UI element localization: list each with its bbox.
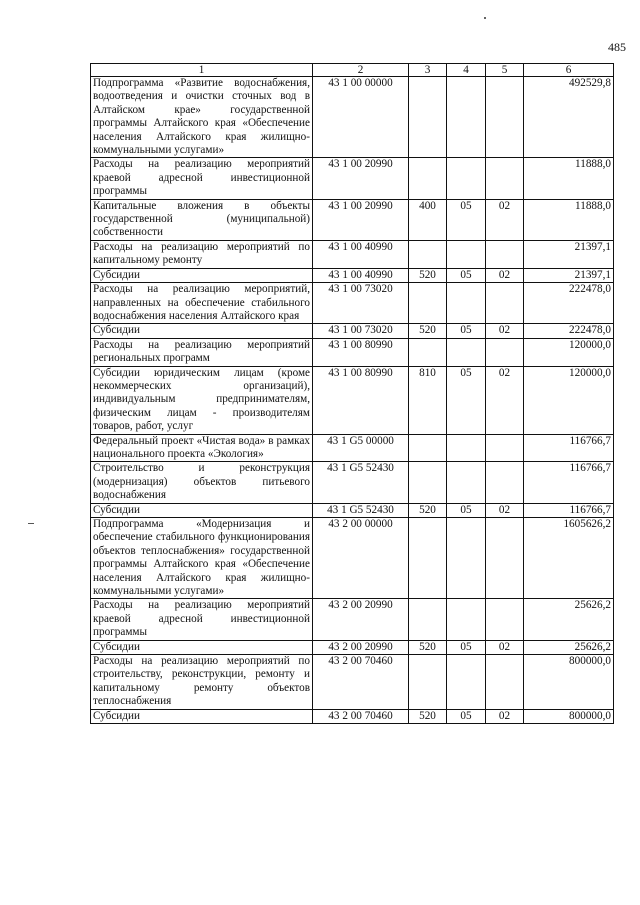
table-row (91, 324, 614, 338)
table-row (91, 599, 614, 640)
table-row (91, 199, 614, 240)
header-row (91, 64, 614, 77)
row-sum-cell: 116766,7 (524, 462, 614, 503)
row-pr-cell (486, 518, 524, 599)
row-name-cell: Расходы на реализацию мероприятий, направленных на обеспечение стабильного водоснабжения населения Алтайского края (91, 283, 313, 324)
row-rz-cell (447, 283, 486, 324)
row-name-cell: Субсидии юридическим лицам (кроме некоммерческих организаций), индивидуальным предпринимателям, физическим лицам - производителям товаров, работ, услуг (91, 366, 313, 434)
row-name-cell: Субсидии (91, 503, 313, 517)
table-row (91, 434, 614, 462)
row-vr-cell: 520 (409, 503, 447, 517)
row-code-cell: 43 1 00 00000 (313, 77, 409, 158)
table-row (91, 283, 614, 324)
budget-table (90, 63, 614, 724)
row-sum-cell: 222478,0 (524, 324, 614, 338)
table-row (91, 240, 614, 268)
row-sum-cell: 25626,2 (524, 599, 614, 640)
row-name-cell: Расходы на реализацию мероприятий региональных программ (91, 338, 313, 366)
row-sum-cell: 21397,1 (524, 268, 614, 282)
row-rz-cell: 05 (447, 324, 486, 338)
row-code-cell: 43 1 00 40990 (313, 240, 409, 268)
table-body (91, 77, 614, 724)
row-pr-cell: 02 (486, 640, 524, 654)
row-code-cell: 43 1 00 73020 (313, 283, 409, 324)
row-rz-cell (447, 338, 486, 366)
row-name-cell: Расходы на реализацию мероприятий краевой адресной инвестиционной программы (91, 599, 313, 640)
table-row (91, 503, 614, 517)
row-pr-cell (486, 158, 524, 199)
row-name-cell: Расходы на реализацию мероприятий по капитальному ремонту (91, 240, 313, 268)
row-vr-cell (409, 434, 447, 462)
row-vr-cell (409, 599, 447, 640)
table-row (91, 158, 614, 199)
row-vr-cell: 520 (409, 268, 447, 282)
row-vr-cell (409, 655, 447, 710)
row-sum-cell: 120000,0 (524, 338, 614, 366)
row-vr-cell (409, 518, 447, 599)
table-row (91, 518, 614, 599)
row-pr-cell (486, 338, 524, 366)
table-row (91, 338, 614, 366)
table-header (91, 64, 614, 77)
table-row (91, 709, 614, 723)
row-sum-cell: 11888,0 (524, 199, 614, 240)
row-name-cell: Субсидии (91, 324, 313, 338)
row-name-cell: Расходы на реализацию мероприятий краевой адресной инвестиционной программы (91, 158, 313, 199)
row-code-cell: 43 1 G5 52430 (313, 503, 409, 517)
row-sum-cell: 222478,0 (524, 283, 614, 324)
table-row (91, 77, 614, 158)
row-pr-cell: 02 (486, 503, 524, 517)
row-rz-cell (447, 599, 486, 640)
row-rz-cell (447, 434, 486, 462)
row-rz-cell: 05 (447, 503, 486, 517)
row-sum-cell: 116766,7 (524, 503, 614, 517)
row-name-cell: Капитальные вложения в объекты государственной (муниципальной) собственности (91, 199, 313, 240)
scan-mark (28, 523, 34, 524)
row-rz-cell (447, 462, 486, 503)
row-sum-cell: 116766,7 (524, 434, 614, 462)
page-number: 485 (608, 40, 626, 54)
row-pr-cell (486, 434, 524, 462)
row-name-cell: Федеральный проект «Чистая вода» в рамках национального проекта «Экология» (91, 434, 313, 462)
row-rz-cell (447, 158, 486, 199)
row-rz-cell (447, 518, 486, 599)
row-rz-cell (447, 655, 486, 710)
row-name-cell: Подпрограмма «Модернизация и обеспечение стабильного функционирования объектов теплоснабжения» государственной программы Алтайского края «Обеспечение населения Алтайского края жилищно-коммунальными услугами» (91, 518, 313, 599)
row-name-cell: Подпрограмма «Развитие водоснабжения, водоотведения и очистки сточных вод в Алтайском крае» государственной программы Алтайского края «Обеспечение населения Алтайского края жилищно-коммунальными услугами» (91, 77, 313, 158)
row-code-cell: 43 1 G5 00000 (313, 434, 409, 462)
table-row (91, 268, 614, 282)
row-rz-cell (447, 77, 486, 158)
row-pr-cell: 02 (486, 199, 524, 240)
row-rz-cell: 05 (447, 640, 486, 654)
row-sum-cell: 11888,0 (524, 158, 614, 199)
row-vr-cell (409, 338, 447, 366)
row-name-cell: Субсидии (91, 709, 313, 723)
row-rz-cell: 05 (447, 268, 486, 282)
row-vr-cell: 810 (409, 366, 447, 434)
row-sum-cell: 1605626,2 (524, 518, 614, 599)
row-rz-cell: 05 (447, 199, 486, 240)
row-vr-cell: 520 (409, 709, 447, 723)
table-row (91, 640, 614, 654)
header-col-1: 1 (91, 64, 313, 77)
row-vr-cell (409, 283, 447, 324)
row-vr-cell (409, 462, 447, 503)
header-col-5: 5 (486, 64, 524, 77)
header-col-3: 3 (409, 64, 447, 77)
row-code-cell: 43 2 00 20990 (313, 640, 409, 654)
row-sum-cell: 800000,0 (524, 655, 614, 710)
scan-dot (484, 17, 486, 19)
row-code-cell: 43 1 00 40990 (313, 268, 409, 282)
header-col-4: 4 (447, 64, 486, 77)
row-pr-cell (486, 240, 524, 268)
row-vr-cell (409, 240, 447, 268)
row-rz-cell: 05 (447, 366, 486, 434)
row-sum-cell: 120000,0 (524, 366, 614, 434)
row-vr-cell (409, 158, 447, 199)
row-code-cell: 43 1 00 20990 (313, 199, 409, 240)
header-col-6: 6 (524, 64, 614, 77)
row-code-cell: 43 1 00 80990 (313, 366, 409, 434)
row-name-cell: Субсидии (91, 640, 313, 654)
row-sum-cell: 800000,0 (524, 709, 614, 723)
row-pr-cell (486, 283, 524, 324)
row-vr-cell: 520 (409, 640, 447, 654)
row-code-cell: 43 1 00 80990 (313, 338, 409, 366)
row-name-cell: Субсидии (91, 268, 313, 282)
row-sum-cell: 25626,2 (524, 640, 614, 654)
row-sum-cell: 21397,1 (524, 240, 614, 268)
row-code-cell: 43 1 00 73020 (313, 324, 409, 338)
row-pr-cell: 02 (486, 709, 524, 723)
row-pr-cell (486, 599, 524, 640)
table-row (91, 462, 614, 503)
row-rz-cell: 05 (447, 709, 486, 723)
row-vr-cell: 400 (409, 199, 447, 240)
row-code-cell: 43 2 00 70460 (313, 709, 409, 723)
row-pr-cell: 02 (486, 268, 524, 282)
row-code-cell: 43 2 00 70460 (313, 655, 409, 710)
row-pr-cell (486, 462, 524, 503)
table-row (91, 655, 614, 710)
row-sum-cell: 492529,8 (524, 77, 614, 158)
row-code-cell: 43 1 00 20990 (313, 158, 409, 199)
row-code-cell: 43 2 00 00000 (313, 518, 409, 599)
row-pr-cell: 02 (486, 366, 524, 434)
row-pr-cell (486, 655, 524, 710)
row-vr-cell (409, 77, 447, 158)
table-row (91, 366, 614, 434)
row-name-cell: Расходы на реализацию мероприятий по строительству, реконструкции, ремонту и капитальному ремонту объектов теплоснабжения (91, 655, 313, 710)
row-rz-cell (447, 240, 486, 268)
header-col-2: 2 (313, 64, 409, 77)
row-pr-cell (486, 77, 524, 158)
row-pr-cell: 02 (486, 324, 524, 338)
row-code-cell: 43 1 G5 52430 (313, 462, 409, 503)
row-name-cell: Строительство и реконструкция (модернизация) объектов питьевого водоснабжения (91, 462, 313, 503)
row-vr-cell: 520 (409, 324, 447, 338)
row-code-cell: 43 2 00 20990 (313, 599, 409, 640)
